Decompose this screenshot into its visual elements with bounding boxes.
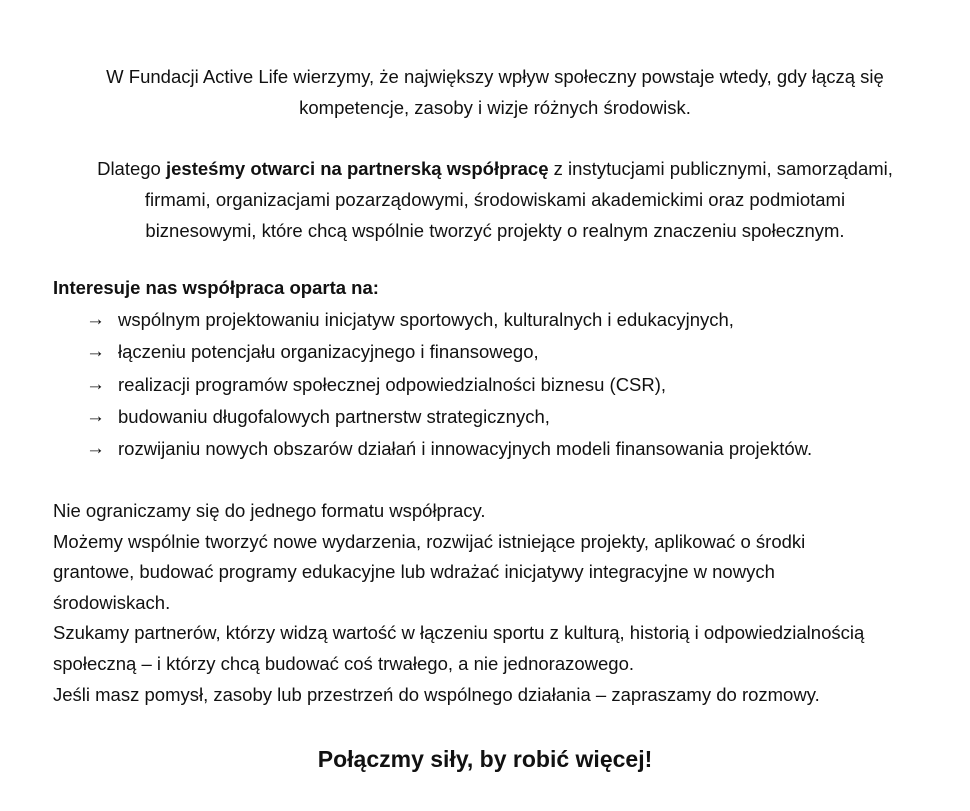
list-item [53, 369, 933, 401]
body-line: społeczną – i którzy chcą budować coś trwałego, a nie jednorazowego. [53, 652, 635, 674]
body-line: środowiskach. [53, 591, 171, 613]
body-paragraph [53, 496, 953, 710]
list-item-text: realizacji programów społecznej odpowiedzialności biznesu (CSR), [118, 373, 667, 395]
list-item [53, 304, 933, 336]
list-item-text: budowaniu długofalowych partnerstw strategicznych, [118, 405, 550, 427]
closing-slogan: Połączmy siły, by robić więcej! [317, 746, 653, 772]
partnership-prefix: Dlatego [97, 158, 166, 179]
partnership-suffix: z instytucjami publicznymi, samorządami, [548, 158, 893, 179]
body-line: Nie ograniczamy się do jednego formatu współpracy. [53, 500, 486, 521]
body-line: Możemy wspólnie tworzyć nowe wydarzenia, rozwijać istniejące projekty, aplikować o środki [53, 530, 806, 552]
list-item [53, 401, 933, 433]
interests-section [53, 272, 933, 465]
body-line: Szukamy partnerów, którzy widzą wartość w łączeniu sportu z kulturą, historią i odpowiedzialnością [53, 622, 865, 644]
list-item-text: rozwijaniu nowych obszarów działań i innowacyjnych modeli finansowania projektów. [118, 438, 813, 460]
interests-heading: Interesuje nas współpraca oparta na: [53, 277, 379, 298]
arrow-right-icon: → [86, 405, 105, 427]
partnership-line [40, 153, 950, 184]
list-item-text: łączeniu potencjału organizacyjnego i finansowego, [118, 341, 539, 363]
arrow-right-icon: → [86, 309, 105, 330]
arrow-right-icon: → [86, 438, 105, 460]
body-line: Jeśli masz pomysł, zasoby lub przestrzeń do wspólnego działania – zapraszamy do rozmowy. [53, 683, 820, 705]
body-line: grantowe, budować programy edukacyjne lub wdrażać inicjatywy integracyjne w nowych [53, 561, 775, 583]
list-item [53, 336, 933, 368]
list-item-text: wspólnym projektowaniu inicjatyw sportowych, kulturalnych i edukacyjnych, [118, 309, 734, 330]
partnership-line: biznesowymi, które chcą wspólnie tworzyć projekty o realnym znaczeniu społecznym. [145, 220, 845, 241]
arrow-right-icon: → [86, 373, 105, 395]
partnership-paragraph [40, 153, 950, 246]
intro-paragraph [50, 61, 940, 123]
interests-list [53, 304, 933, 465]
intro-line: kompetencje, zasoby i wizje różnych środowisk. [299, 97, 691, 118]
intro-line: W Fundacji Active Life wierzymy, że największy wpływ społeczny powstaje wtedy, gdy łączą się [106, 66, 884, 87]
list-item [53, 433, 933, 465]
partnership-emphasis: jesteśmy otwarci na partnerską współpracę [165, 158, 549, 179]
partnership-line: firmami, organizacjami pozarządowymi, środowiskami akademickimi oraz podmiotami [144, 189, 846, 210]
arrow-right-icon: → [86, 341, 105, 363]
